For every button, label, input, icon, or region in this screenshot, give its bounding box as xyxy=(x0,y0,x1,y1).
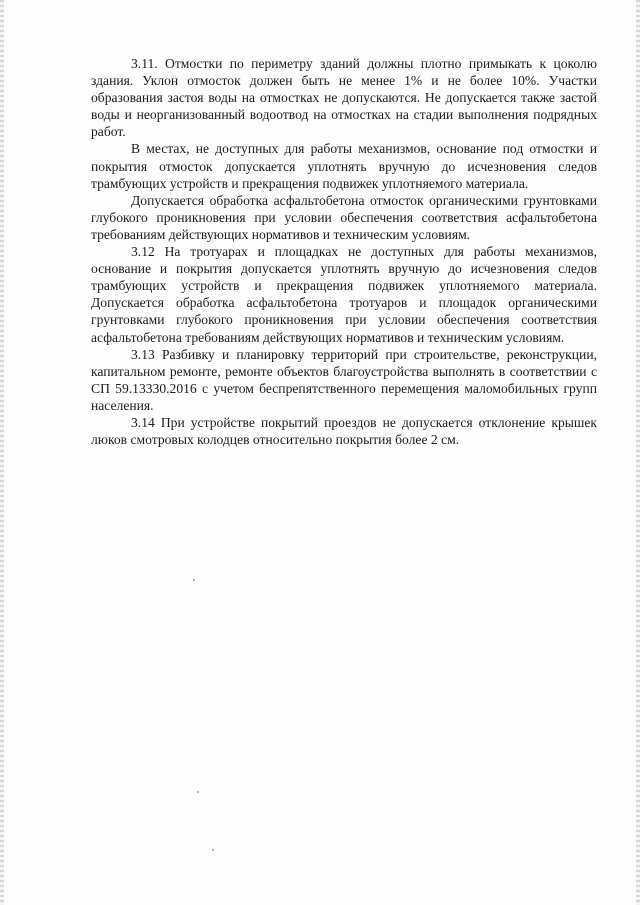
paragraph-3-12: 3.12 На тротуарах и площадках не доступных для работы механизмов, основание и покрытия допускается уплотнять вручную до исчезновения следов трамбующих устройств и прекращения подвижек уплотняемого материала. Допускается обработка асфальтобетона тротуаров и площадок органическими грунтовками глубокого проникновения при условии обеспечения соответствия асфальтобетона требованиям действующих нормативов и техническим условиям. xyxy=(91,244,597,345)
paragraph-3-11: 3.11. Отмостки по периметру зданий должны плотно примыкать к цоколю здания. Уклон отмосток должен быть не менее 1% и не более 10%. Участки образования застоя воды на отмостках не допускаются. Не допускается также застой воды и неорганизованный водоотвод на отмостках на стадии выполнения подрядных работ. xyxy=(91,56,597,140)
paragraph-3-14: 3.14 При устройстве покрытий проездов не допускается отклонение крышек люков смотровых колодцев относительно покрытия более 2 см. xyxy=(91,414,597,448)
scan-speck xyxy=(212,849,214,851)
document-body xyxy=(91,55,597,448)
scan-speck xyxy=(197,791,199,793)
scan-edge-right xyxy=(636,0,640,905)
paragraph-3-11-places: В местах, не доступных для работы механизмов, основание под отмостки и покрытия отмосток допускается уплотнять вручную до исчезновения следов трамбующих устройств и прекращения подвижек уплотняемого материала. xyxy=(91,141,597,191)
scan-edge-left xyxy=(0,0,4,905)
paragraph-3-13: 3.13 Разбивку и планировку территорий при строительстве, реконструкции, капитальном ремонте, ремонте объектов благоустройства выполнять в соответствии с СП 59.13330.2016 с учетом беспрепятственного перемещения маломобильных групп населения. xyxy=(91,346,597,413)
paragraph-3-11-asphalt: Допускается обработка асфальтобетона отмосток органическими грунтовками глубокого проникновения при условии обеспечения соответствия асфальтобетона требованиям действующих нормативов и техническим условиям. xyxy=(91,192,597,242)
scan-speck xyxy=(193,579,195,581)
